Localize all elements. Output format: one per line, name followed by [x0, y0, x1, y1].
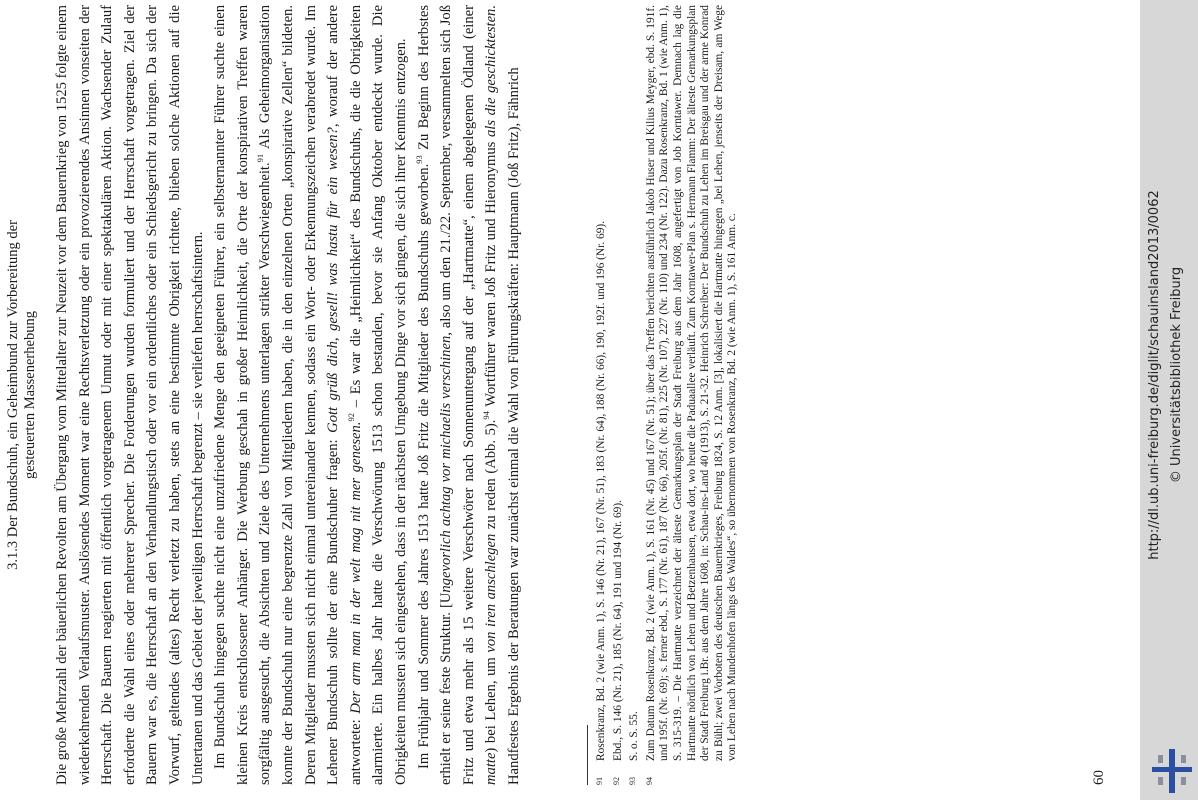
rotated-book-page	[5, 5, 1115, 785]
footnote-text: S. o. S. 55.	[628, 711, 641, 761]
text-run: also um den 21./22. September, versammelten sich Joß Fritz und etwa mehr als 15 weitere Verschwörer nach Sonnenuntergang auf der „Hartmatte“, einem abgelegenen Ödland (einer	[438, 4, 477, 785]
footnote-text: Ebd., S. 146 (Nr. 21), 185 (Nr. 64), 191 und 194 (Nr. 69).	[611, 499, 624, 761]
footnote-ref-94[interactable]: 94	[481, 411, 492, 420]
footnote-92	[612, 5, 626, 785]
text-run: Als Geheimorganisation konnte der Bundschuh nur eine begrenzte Zahl von Mitgliedern haben, die in den einzelnen Orten „konspirative Zellen“ bildeten. Deren Mitglieder mussten sich nicht einmal untereinander kennen, sodass ein Wort- oder Erkennungszeichen verabredet wurde. Im Lehener Bundschuh sollte der eine Bundschuher fragen:	[257, 5, 342, 785]
footnote-text: Rosenkranz, Bd. 2 (wie Anm. 1), S. 146 (Nr. 21), 167 (Nr. 51), 183 (Nr. 64), 188 (Nr. 66), 190, 192f. und 196 (Nr. 69).	[595, 220, 607, 761]
text-run: zu reden (Abb. 5).	[483, 419, 500, 534]
quote-italic: von iren anschlegen	[483, 533, 500, 653]
footnote-ref-93[interactable]: 93	[413, 155, 424, 164]
footnote-93	[628, 5, 642, 785]
ub-freiburg-logo-icon	[1150, 745, 1194, 795]
text-run: – Es war die „Heimlichkeit“ des Bundschuhs, die die Obrigkeiten alarmierte. Ein halbes Jahr hatte die Verschwörung 1513 schon bestanden, bevor sie Anfang Oktober entdeckt wurde. Die Obrigkeiten mussten sich eingestehen, dass in der nächsten Umgebung Dinge vor sich gingen, die sich ihrer Kenntnis entzogen.	[347, 5, 409, 785]
quote-italic: als die geschicktesten.	[483, 5, 500, 138]
text-run: Wortführer waren Joß Fritz und Hieronymus	[483, 137, 500, 412]
library-sidebar	[1140, 0, 1198, 800]
paragraph-1: Die große Mehrzahl der bäuerlichen Revolten am Übergang vom Mittelalter zur Neuzeit vor dem Bauernkrieg von 1525 folgte einem wiederkehrenden Verlaufsmuster. Auslösendes Moment war eine Rechtsverletzung oder ein provozierendes Ansinnen vonseiten der Herrschaft. Die Bauern reagierten mit öffentlich vorgetragenem Unmut oder mit einer spektakulären Aktion. Wachsender Zulauf erforderte die Wahl eines oder mehrerer Sprecher. Die Forderungen wurden formuliert und der Herrschaft vorgetragen. Ziel der Bauern war es, die Herrschaft an den Verhandlungstisch oder vor ein ordentliches oder ein Schiedsgericht zu bringen. Da sich der Vorwurf, geltendes (altes) Recht verletzt zu haben, stets an eine bestimmte Obrigkeit richtete, blieben solche Aktionen auf die Untertanen und das Gebiet der jeweiligen Herrschaft begrenzt – sie verliefen herrschaftsintern.	[54, 5, 206, 785]
header-line-2: gesteuerten Massenerhebung	[22, 311, 38, 479]
copyright-notice: © Universitätsbibliothek Freiburg	[1169, 266, 1184, 484]
footnote-number: 92	[611, 777, 621, 785]
source-url-link[interactable]: http://dl.ub.uni-freiburg.de/diglit/schauinsland2013/0062	[1147, 190, 1162, 560]
footnote-94	[645, 5, 740, 785]
text-run: Im Frühjahr und Sommer des Jahres 1513 hatte Joß Fritz die Mitglieder des Bundschuhs geworben.	[415, 163, 432, 769]
paragraph-3	[413, 5, 526, 785]
footnote-rule	[587, 725, 588, 785]
footnote-ref-92[interactable]: 92	[345, 413, 356, 422]
running-header	[5, 5, 39, 785]
page-number: 60	[1091, 770, 1107, 785]
quote-italic: Gott grüß dich, gesell! was hastu für ein wesen?	[325, 127, 342, 433]
header-line-1: 3.1.3 Der Bundschuh, ein Geheimbund zur Vorbereitung der	[5, 220, 21, 570]
quote-italic: matte	[483, 752, 500, 785]
footnote-91	[595, 5, 609, 785]
footnote-text: Zum Datum Rosenkranz, Bd. 2 (wie Anm. 1), S. 161 (Nr. 45) und 167 (Nr. 51); über das Treffen berichten ausführlich Jakob Huser und Kilius Meyger, ebd. S. 191f. und 195f. (Nr. 69); s. ferner ebd., S. 177 (Nr. 61), 187 (Nr. 66), 205f. (Nr. 81), 225 (Nr. 107), 227 (Nr. 110) und 234 (Nr. 122). Dazu Rosenkranz, Bd. 1 (wie Anm. 1), S. 315-319. – Die Hartmatte verzeichnet der älteste Gemarkungsplan der Stadt Freiburg aus dem Jahr 1608, angefertigt von Job Korntawer. Demnach lag die Hartmatte nördlich von Lehen und Betzenhausen, etwa dort, wo heute die Paduaallee verläuft. Zum Korntawer-Plan s. Hermann Flamm: Der älteste Gemarkungsplan der Stadt Freiburg i.Br. aus dem Jahre 1608, in: Schau-ins-Land 40 (1913), S. 21-32. Heinrich Schreiber: Der Bundschuh zu Lehen im Breisgau und der arme Konrad zu Bühl; zwei Vorboten des deutschen Bauernkrieges, Freiburg 1824, S. 12 Anm. [3], lokalisiert die Hartmatte hingegen „bei Lehen, jenseits der Dreisam, am Wege von Lehen nach Mundenhofen längs des Waldes“, so übernommen von Rosenkranz, Bd. 2 (wie Anm. 1), S. 161 Anm. c.	[644, 5, 739, 761]
paragraph-2	[209, 5, 412, 785]
footnote-number: 94	[644, 777, 654, 785]
footnote-number: 91	[595, 777, 604, 785]
body-text	[51, 5, 525, 785]
text-run: Zu Beginn des Herbstes erhielt er seine feste Struktur. [U	[415, 5, 455, 785]
text-run: Handfestes Ergebnis der Beratungen war zunächst einmal die Wahl von Führungskräften: Hauptmann (Joß Fritz), Fähnrich	[505, 67, 522, 785]
text-run: Im Bundschuh hingegen suchte nicht eine unzufriedene Menge den geeigneten Führer, ein selbsternannter Führer suchte einen kleinen Kreis entschlossener Anhänger. Die Werbung geschah in großer Heimlichkeit, die Orte der konspirativen Treffen waren sorgfältig ausgesucht, die Absichten und Ziele des Unternehmens unterlagen strikter Verschwiegenheit.	[212, 5, 274, 785]
footnotes	[595, 5, 743, 785]
quote-italic: Der arm man in der welt mag nit mer genesen.	[347, 421, 364, 714]
sidebar-text	[1144, 5, 1198, 745]
footnote-ref-91[interactable]: 91	[255, 153, 266, 163]
quote-italic: ngevorlich achtag vor michaelis verschinen,	[438, 332, 455, 593]
text-run: , worauf der andere antwortete:	[325, 5, 364, 785]
footnote-number: 93	[628, 777, 638, 785]
text-run: ) bei Lehen, um	[483, 652, 500, 753]
